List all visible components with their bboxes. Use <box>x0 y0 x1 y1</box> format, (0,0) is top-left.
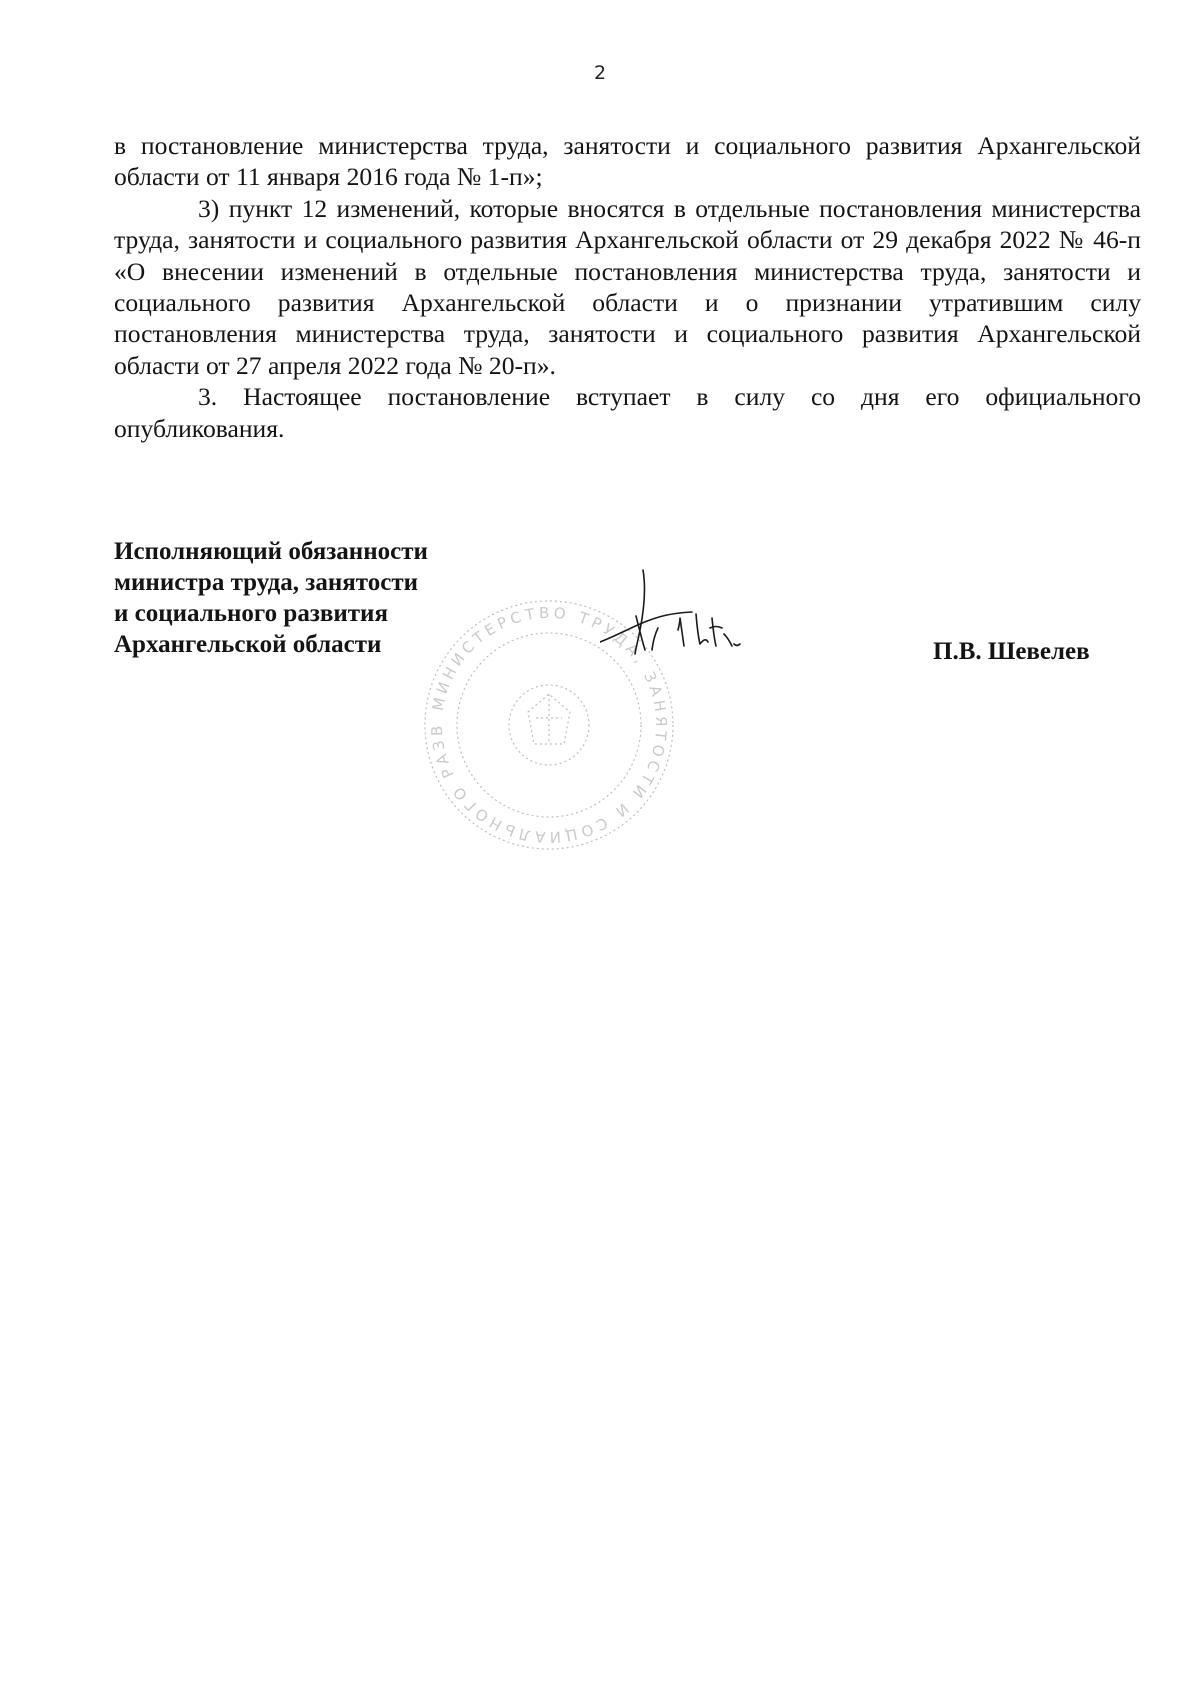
paragraph-continuation: в постановление министерства труда, занятости и социального развития Архангельской области от 11 января 2016 года № 1-п»; <box>114 131 1141 192</box>
paragraph-item-3: 3) пункт 12 изменений, которые вносятся в отдельные постановления министерства труда, занятости и социального развития Архангельской области от 29 декабря 2022 № 46-п «О внесении изменений в отдельные постановления министерства труда, занятости и социального развития Архангельской области и о признании утратившим силу постановления министерства труда, занятости и социального развития Архангельской области от 27 апреля 2022 года № 20-п». <box>114 193 1141 380</box>
signatory-position-line: Архангельской области <box>114 631 382 658</box>
signatory-position-line: министра труда, занятости <box>114 569 419 596</box>
signatory-name: П.В. Шевелев <box>933 638 1090 665</box>
seal-text: МИНИСТЕРСТВО ТРУДА, ЗАНЯТОСТИ И СОЦИАЛЬНОГО РАЗВ <box>427 603 671 847</box>
paragraph-point-3: 3. Настоящее постановление вступает в силу со дня его официального опубликования. <box>114 382 1141 443</box>
signature-graphic <box>600 568 810 678</box>
page-number: 2 <box>593 62 607 84</box>
handwritten-signature-icon <box>600 568 810 678</box>
body-text <box>114 130 1141 444</box>
signatory-position-line: Исполняющий обязанности <box>114 538 428 565</box>
signatory-position-line: и социального развития <box>114 600 388 627</box>
